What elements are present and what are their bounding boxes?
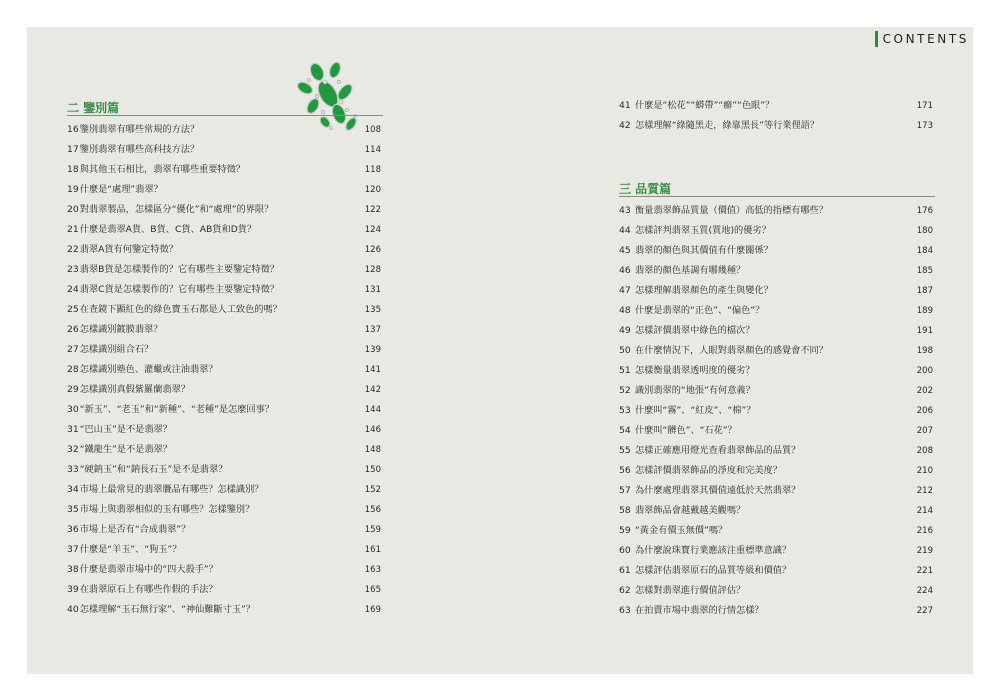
entry-question: 怎樣識別塾色、灌蠟或注油翡翠？ — [79, 364, 218, 375]
entry-question: 怎樣衡量翡翠透明度的優劣？ — [635, 365, 755, 376]
entry-number: 32 — [67, 444, 79, 455]
toc-entry — [619, 481, 933, 501]
entry-page-number: 219 — [916, 546, 933, 556]
entry-number: 50 — [619, 345, 631, 356]
toc-entry — [67, 480, 381, 500]
entry-number: 38 — [67, 564, 79, 575]
entry-question: “新玉”、“老玉”和“新種”、“老種”是怎麼回事？ — [79, 404, 274, 415]
entry-page-number: 187 — [916, 286, 933, 296]
toc-entry — [619, 501, 933, 521]
entry-number: 57 — [619, 485, 631, 496]
toc-entry — [619, 441, 933, 461]
entry-question: 怎樣理解“綠隨黑走，綠靠黑長”等行業俚語？ — [635, 120, 820, 131]
entry-question: “鐵龍生”是不是翡翠？ — [79, 444, 172, 455]
entry-question: 什麼叫“霧”、“紅皮”、“棉”？ — [635, 405, 756, 416]
entry-page-number: 171 — [916, 101, 933, 111]
entry-number: 33 — [67, 464, 79, 475]
toc-entry — [67, 160, 381, 180]
toc-entry — [67, 280, 381, 300]
entry-number: 34 — [67, 484, 79, 495]
toc-entry — [67, 400, 381, 420]
entry-question: “巴山玉”是不是翡翠？ — [79, 424, 172, 435]
entry-number: 47 — [619, 285, 631, 296]
entry-page-number: 146 — [364, 425, 381, 435]
entry-question: 怎樣評估翡翠原石的品質等級和價值？ — [635, 565, 792, 576]
entry-question: “黃金有價玉無價”嗎？ — [635, 525, 728, 536]
entry-page-number: 208 — [916, 446, 933, 456]
entry-page-number: 122 — [364, 205, 381, 215]
toc-entry — [619, 421, 933, 441]
entry-number: 41 — [619, 100, 631, 111]
entry-question: 怎樣理解翡翠顏色的產生與變化？ — [635, 285, 773, 296]
entry-number: 23 — [67, 264, 79, 275]
entry-page-number: 126 — [364, 245, 381, 255]
entry-page-number: 165 — [364, 585, 381, 595]
entry-page-number: 161 — [364, 545, 381, 555]
entry-page-number: 150 — [364, 465, 381, 475]
entry-number: 25 — [67, 304, 79, 315]
entry-number: 28 — [67, 364, 79, 375]
entry-question: 市場上與翡翠相似的玉有哪些？怎樣鑒別？ — [79, 504, 255, 515]
entry-question: 怎樣識別真假紫羅蘭翡翠？ — [79, 384, 190, 395]
entry-page-number: 202 — [916, 386, 933, 396]
toc-list-right-top — [619, 96, 933, 136]
entry-page-number: 142 — [364, 385, 381, 395]
entry-page-number: 163 — [364, 565, 381, 575]
entry-question: 與其他玉石相比，翡翠有哪些重要特徵？ — [79, 164, 246, 175]
entry-page-number: 120 — [364, 185, 381, 195]
toc-entry — [67, 440, 381, 460]
toc-list-right — [619, 201, 933, 621]
entry-page-number: 221 — [916, 566, 933, 576]
entry-page-number: 169 — [364, 605, 381, 615]
entry-question: “硬鈉玉”和“鈉長石玉”是不是翡翠？ — [79, 464, 228, 475]
entry-page-number: 224 — [916, 586, 933, 596]
entry-question: 翡翠的顏色基調有哪幾種？ — [635, 265, 746, 276]
entry-number: 54 — [619, 425, 631, 436]
toc-entry — [67, 200, 381, 220]
toc-entry — [619, 361, 933, 381]
section-title-identification: 二 鑒別篇 — [67, 101, 120, 115]
entry-number: 42 — [619, 120, 631, 131]
toc-entry — [67, 240, 381, 260]
section-title-quality: 三 品質篇 — [619, 182, 672, 196]
toc-entry — [67, 300, 381, 320]
entry-number: 48 — [619, 305, 631, 316]
entry-question: 在查鏡下顯紅色的綠色寶玉石都是人工致色的嗎？ — [79, 304, 282, 315]
book-spread — [27, 27, 973, 674]
section-divider — [67, 115, 383, 116]
entry-number: 30 — [67, 404, 79, 415]
entry-number: 55 — [619, 445, 631, 456]
entry-page-number: 212 — [916, 486, 933, 496]
entry-page-number: 176 — [916, 206, 933, 216]
entry-page-number: 124 — [364, 225, 381, 235]
entry-number: 18 — [67, 164, 79, 175]
entry-number: 51 — [619, 365, 631, 376]
entry-number: 43 — [619, 205, 631, 216]
entry-number: 22 — [67, 244, 79, 255]
entry-question: 什麼是翡翠A貨、B貨、C貨、AB貨和D貨？ — [79, 224, 257, 235]
entry-number: 39 — [67, 584, 79, 595]
entry-number: 29 — [67, 384, 79, 395]
entry-page-number: 214 — [916, 506, 933, 516]
toc-entry — [619, 261, 933, 281]
entry-page-number: 114 — [364, 145, 381, 155]
entry-question: 在翡翠原石上有哪些作假的手法？ — [79, 584, 218, 595]
toc-entry — [619, 581, 933, 601]
entry-question: 市場上最常見的翡翠贗品有哪些？怎樣識別？ — [79, 484, 264, 495]
entry-number: 19 — [67, 184, 79, 195]
entry-page-number: 227 — [916, 606, 933, 616]
entry-question: 什麼是“處理”翡翠？ — [79, 184, 163, 195]
toc-entry — [619, 281, 933, 301]
entry-question: 在拍賣市場中翡翠的行情怎樣？ — [635, 605, 764, 616]
entry-number: 49 — [619, 325, 631, 336]
entry-page-number: 185 — [916, 266, 933, 276]
toc-entry — [67, 340, 381, 360]
toc-entry — [619, 241, 933, 261]
entry-question: 在什麼情況下，人眼對翡翠顏色的感覺會不同？ — [635, 345, 828, 356]
entry-page-number: 156 — [364, 505, 381, 515]
toc-entry — [619, 96, 933, 116]
entry-number: 59 — [619, 525, 631, 536]
entry-number: 27 — [67, 344, 79, 355]
header-accent-bar — [875, 31, 878, 47]
entry-page-number: 159 — [364, 525, 381, 535]
entry-number: 24 — [67, 284, 79, 295]
toc-entry — [619, 321, 933, 341]
entry-question: 怎樣正確應用燈光查看翡翠飾品的品質？ — [635, 445, 801, 456]
toc-entry — [67, 600, 381, 620]
section-divider — [619, 196, 935, 197]
entry-question: 翡翠A貨有何鑒定特徵？ — [79, 244, 178, 255]
entry-page-number: 135 — [364, 305, 381, 315]
entry-number: 60 — [619, 545, 631, 556]
toc-entry — [619, 381, 933, 401]
entry-page-number: 141 — [364, 365, 381, 375]
entry-question: 怎樣識別鍍膜翡翠？ — [79, 324, 163, 335]
entry-question: 什麼是翡翠的“正色”、“偏色”？ — [635, 305, 765, 316]
toc-entry — [67, 120, 381, 140]
entry-number: 61 — [619, 565, 631, 576]
toc-entry — [67, 320, 381, 340]
toc-entry — [67, 220, 381, 240]
toc-entry — [619, 341, 933, 361]
entry-number: 40 — [67, 604, 79, 615]
entry-number: 56 — [619, 465, 631, 476]
toc-entry — [67, 500, 381, 520]
toc-entry — [67, 260, 381, 280]
toc-entry — [67, 420, 381, 440]
entry-page-number: 118 — [364, 165, 381, 175]
entry-page-number: 139 — [364, 345, 381, 355]
entry-number: 20 — [67, 204, 79, 215]
entry-page-number: 144 — [364, 405, 381, 415]
entry-page-number: 191 — [916, 326, 933, 336]
toc-entry — [67, 540, 381, 560]
entry-question: 翡翠的顏色與其價值有什麼關係？ — [635, 245, 773, 256]
entry-page-number: 207 — [916, 426, 933, 436]
entry-number: 63 — [619, 605, 631, 616]
entry-number: 44 — [619, 225, 631, 236]
toc-entry — [619, 221, 933, 241]
entry-page-number: 200 — [916, 366, 933, 376]
entry-page-number: 173 — [916, 121, 933, 131]
entry-page-number: 148 — [364, 445, 381, 455]
entry-page-number: 206 — [916, 406, 933, 416]
entry-number: 53 — [619, 405, 631, 416]
toc-entry — [67, 380, 381, 400]
toc-entry — [67, 560, 381, 580]
entry-question: 怎樣評判翡翠玉質(質地)的優劣？ — [635, 225, 771, 236]
toc-entry — [67, 580, 381, 600]
entry-page-number: 137 — [364, 325, 381, 335]
entry-number: 21 — [67, 224, 79, 235]
entry-page-number: 184 — [916, 246, 933, 256]
toc-entry — [67, 520, 381, 540]
entry-number: 26 — [67, 324, 79, 335]
entry-number: 37 — [67, 544, 79, 555]
entry-page-number: 152 — [364, 485, 381, 495]
entry-question: 鑒別翡翠有哪些高科技方法？ — [79, 144, 200, 155]
entry-page-number: 131 — [364, 285, 381, 295]
entry-number: 58 — [619, 505, 631, 516]
entry-question: 為什麼說珠寶行業應該注重標準意識？ — [635, 545, 792, 556]
entry-number: 17 — [67, 144, 79, 155]
toc-entry — [67, 460, 381, 480]
entry-page-number: 189 — [916, 306, 933, 316]
toc-entry — [619, 541, 933, 561]
entry-question: 翡翠B貨是怎樣製作的？它有哪些主要鑒定特徵？ — [79, 264, 279, 275]
entry-number: 31 — [67, 424, 79, 435]
entry-number: 46 — [619, 265, 631, 276]
toc-entry — [619, 561, 933, 581]
entry-question: 市場上是否有“合成翡翠”？ — [79, 524, 191, 535]
entry-question: 翡翠C貨是怎樣製作的？它有哪些主要鑒定特徵？ — [79, 284, 280, 295]
entry-question: 怎樣理解“玉石無行家”、“神仙難斷寸玉”？ — [79, 604, 255, 615]
contents-header — [875, 30, 969, 48]
entry-question: 怎樣對翡翠進行價值評估？ — [635, 585, 746, 596]
entry-question: 對翡翠製品，怎樣區分“優化”和“處理”的界限？ — [79, 204, 274, 215]
entry-question: 衡量翡翠飾品質量（價值）高低的指標有哪些？ — [635, 205, 828, 216]
entry-number: 35 — [67, 504, 79, 515]
entry-question: 什麼叫“髒色”、“石花”？ — [635, 425, 737, 436]
entry-question: 什麼是翡翠市場中的“四大殺手”？ — [79, 564, 218, 575]
entry-question: 什麼是“羊玉”、“狗玉”？ — [79, 544, 182, 555]
entry-number: 62 — [619, 585, 631, 596]
entry-number: 52 — [619, 385, 631, 396]
entry-number: 16 — [67, 124, 79, 135]
toc-list-left — [67, 120, 381, 620]
toc-entry — [67, 360, 381, 380]
entry-question: 怎樣識別組合石？ — [79, 344, 154, 355]
entry-number: 36 — [67, 524, 79, 535]
toc-entry — [619, 461, 933, 481]
toc-entry — [619, 401, 933, 421]
entry-question: 識別翡翠的“地張”有何意義？ — [635, 385, 755, 396]
entry-page-number: 198 — [916, 346, 933, 356]
entry-question: 怎樣評價翡翠中綠色的檔次？ — [635, 325, 755, 336]
entry-number: 45 — [619, 245, 631, 256]
entry-question: 為什麼處理翡翠其價值遠低於天然翡翠？ — [635, 485, 801, 496]
toc-entry — [619, 116, 933, 136]
toc-entry — [67, 180, 381, 200]
entry-question: 翡翠飾品會越戴越美觀嗎？ — [635, 505, 746, 516]
entry-page-number: 128 — [364, 265, 381, 275]
toc-entry — [619, 301, 933, 321]
entry-question: 鑒別翡翠有哪些常規的方法？ — [79, 124, 200, 135]
entry-page-number: 180 — [916, 226, 933, 236]
entry-page-number: 108 — [364, 125, 381, 135]
toc-entry — [67, 140, 381, 160]
entry-question: 怎樣評價翡翠飾品的淨度和完美度？ — [635, 465, 782, 476]
entry-page-number: 210 — [916, 466, 933, 476]
toc-entry — [619, 601, 933, 621]
entry-question: 什麼是“松花”“蟒帶”“癬”“色眼”？ — [635, 100, 775, 111]
toc-entry — [619, 201, 933, 221]
contents-title: CONTENTS — [882, 32, 969, 46]
entry-page-number: 216 — [916, 526, 933, 536]
toc-entry — [619, 521, 933, 541]
